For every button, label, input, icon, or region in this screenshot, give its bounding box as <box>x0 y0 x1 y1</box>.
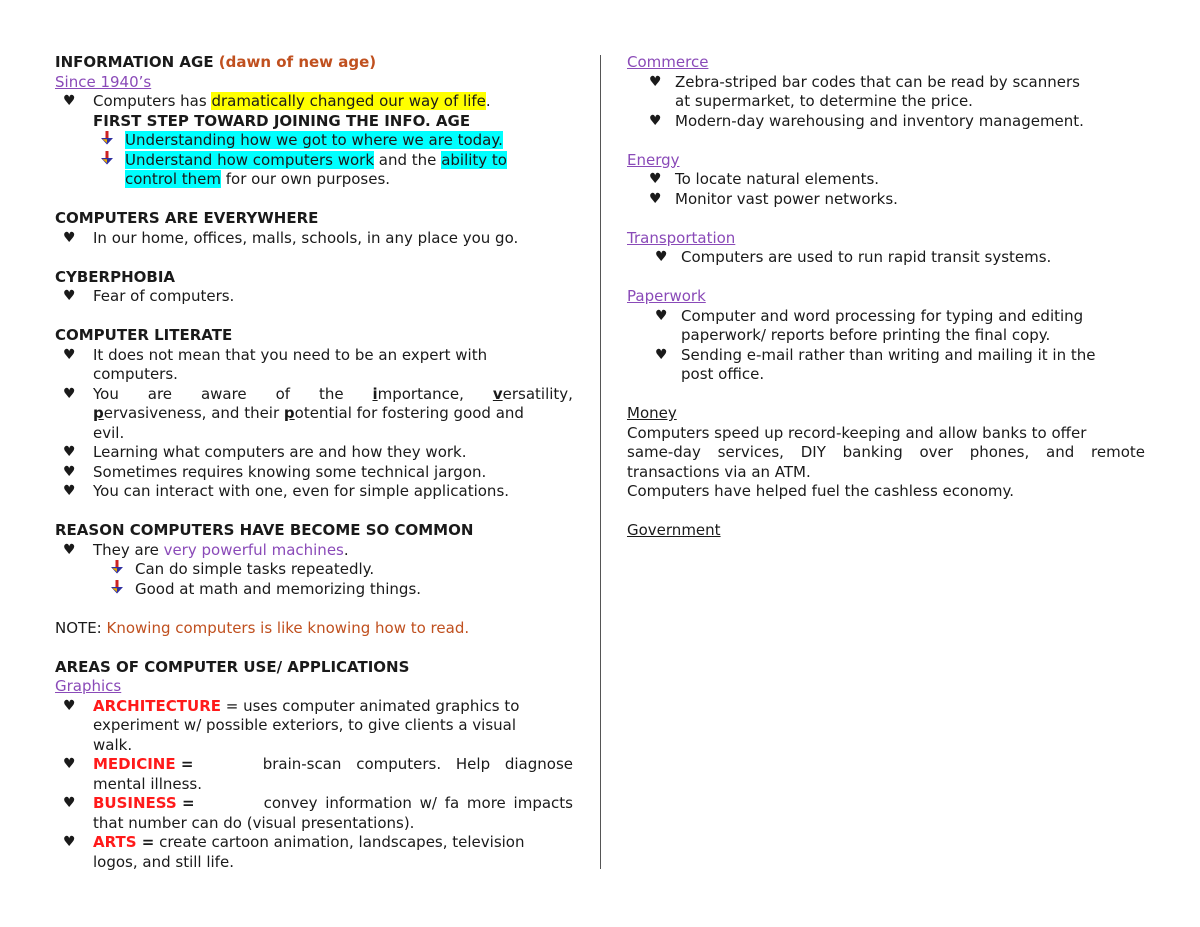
money-text: transactions via an ATM. <box>627 462 811 481</box>
right-column <box>627 53 1145 541</box>
heart-bullet-icon: ♥ <box>63 795 76 811</box>
list-item: ♥ ARTS = create cartoon animation, landscapes, television logos, and still life. <box>63 833 525 871</box>
commerce-link[interactable]: Commerce <box>627 53 709 71</box>
list-item: ♥ You are aware of the importance, versatility, pervasiveness, and their potential for fostering good and evil. <box>63 384 573 442</box>
money-text: Computers speed up record-keeping and allow banks to offer <box>627 423 1087 442</box>
heart-bullet-icon: ♥ <box>649 171 662 187</box>
heart-bullet-icon: ♥ <box>63 541 76 558</box>
money-heading: Money <box>627 404 677 422</box>
list-item: ♥ Zebra-striped bar codes that can be read by scanners at supermarket, to determine the price. <box>649 72 1080 110</box>
list-item: ♥ In our home, offices, malls, schools, in any place you go. <box>63 228 519 247</box>
paperwork-link[interactable]: Paperwork <box>627 287 706 305</box>
list-item: ♥ Computer and word processing for typing and editing paperwork/ reports before printing the final copy. <box>655 306 1084 344</box>
arrow-down-icon <box>111 580 123 594</box>
first-step-heading: FIRST STEP TOWARD JOINING THE INFO. AGE <box>93 111 471 130</box>
money-text: Computers have helped fuel the cashless economy. <box>627 482 1015 500</box>
list-item: Understand how computers work and the ability to <box>55 151 573 171</box>
list-item: Can do simple tasks repeatedly. <box>55 560 573 580</box>
list-item: ♥ Sometimes requires knowing some technical jargon. <box>63 462 487 481</box>
heart-bullet-icon: ♥ <box>63 93 76 109</box>
reason-heading: REASON COMPUTERS HAVE BECOME SO COMMON <box>55 521 474 539</box>
list-item: ♥ Modern-day warehousing and inventory management. <box>649 111 1084 130</box>
graphics-link[interactable]: Graphics <box>55 677 122 695</box>
heart-bullet-icon: ♥ <box>63 756 76 772</box>
transportation-link[interactable]: Transportation <box>627 228 736 247</box>
arrow-down-icon <box>101 131 113 145</box>
cyberphobia-heading: CYBERPHOBIA <box>55 267 176 286</box>
heart-bullet-icon: ♥ <box>63 483 76 499</box>
info-age-heading: INFORMATION AGE (dawn of new age) <box>55 53 377 71</box>
heart-bullet-icon: ♥ <box>63 444 76 460</box>
heart-bullet-icon: ♥ <box>63 463 76 480</box>
list-item: ♥ Computers are used to run rapid transit systems. <box>655 248 1052 266</box>
list-item-continuation: control them for our own purposes. <box>125 170 391 188</box>
list-item: ♥ Fear of computers. <box>63 287 235 305</box>
list-item: Understanding how we got to where we are today. <box>55 131 573 151</box>
list-item: ♥ BUSINESS = convey information w/ fa more impacts that number can do (visual presentations). <box>63 794 573 832</box>
heart-bullet-icon: ♥ <box>63 385 76 402</box>
heart-bullet-icon: ♥ <box>63 834 76 850</box>
highlight-text: dramatically changed our way of life <box>211 92 486 110</box>
heart-bullet-icon: ♥ <box>655 249 668 265</box>
heart-bullet-icon: ♥ <box>655 307 668 324</box>
column-divider <box>600 55 601 869</box>
list-item: ♥ They are very powerful machines. <box>63 540 349 559</box>
areas-heading: AREAS OF COMPUTER USE/ APPLICATIONS <box>55 657 410 676</box>
heart-bullet-icon: ♥ <box>63 697 76 714</box>
heart-bullet-icon: ♥ <box>649 112 662 129</box>
heart-bullet-icon: ♥ <box>63 229 76 246</box>
everywhere-heading: COMPUTERS ARE EVERYWHERE <box>55 209 319 227</box>
left-column <box>55 53 573 872</box>
info-age-subtitle: (dawn of new age) <box>218 53 377 71</box>
heart-bullet-icon: ♥ <box>655 346 668 363</box>
government-heading: Government <box>627 521 721 539</box>
heart-bullet-icon: ♥ <box>63 288 76 304</box>
list-item: ♥ ARCHITECTURE = uses computer animated graphics to experiment w/ possible exteriors, to give clients a visual walk. <box>63 696 520 754</box>
heart-bullet-icon: ♥ <box>649 73 662 90</box>
list-item: ♥ Sending e-mail rather than writing and mailing it in the post office. <box>655 345 1096 383</box>
note: NOTE: Knowing computers is like knowing how to read. <box>55 618 470 637</box>
list-item: ♥ You can interact with one, even for simple applications. <box>63 482 510 500</box>
heart-bullet-icon: ♥ <box>63 346 76 363</box>
computer-literate-heading: COMPUTER LITERATE <box>55 326 233 344</box>
money-text: same-day services, DIY banking over phones, and remote <box>627 443 1145 461</box>
list-item: ♥ Computers has dramatically changed our way of life. <box>63 92 491 110</box>
list-item: ♥ It does not mean that you need to be an expert with computers. <box>63 345 488 383</box>
list-item: ♥ Learning what computers are and how they work. <box>63 443 467 461</box>
since-link[interactable]: Since 1940’s <box>55 72 152 91</box>
energy-link[interactable]: Energy <box>627 150 680 169</box>
arrow-down-icon <box>111 560 123 574</box>
list-item: ♥ To locate natural elements. <box>649 170 880 188</box>
list-item: ♥ Monitor vast power networks. <box>649 189 898 208</box>
list-item: ♥ MEDICINE = brain-scan computers. Help diagnose mental illness. <box>63 755 573 793</box>
arrow-down-icon <box>101 151 113 165</box>
list-item: Good at math and memorizing things. <box>55 580 573 600</box>
heart-bullet-icon: ♥ <box>649 190 662 207</box>
